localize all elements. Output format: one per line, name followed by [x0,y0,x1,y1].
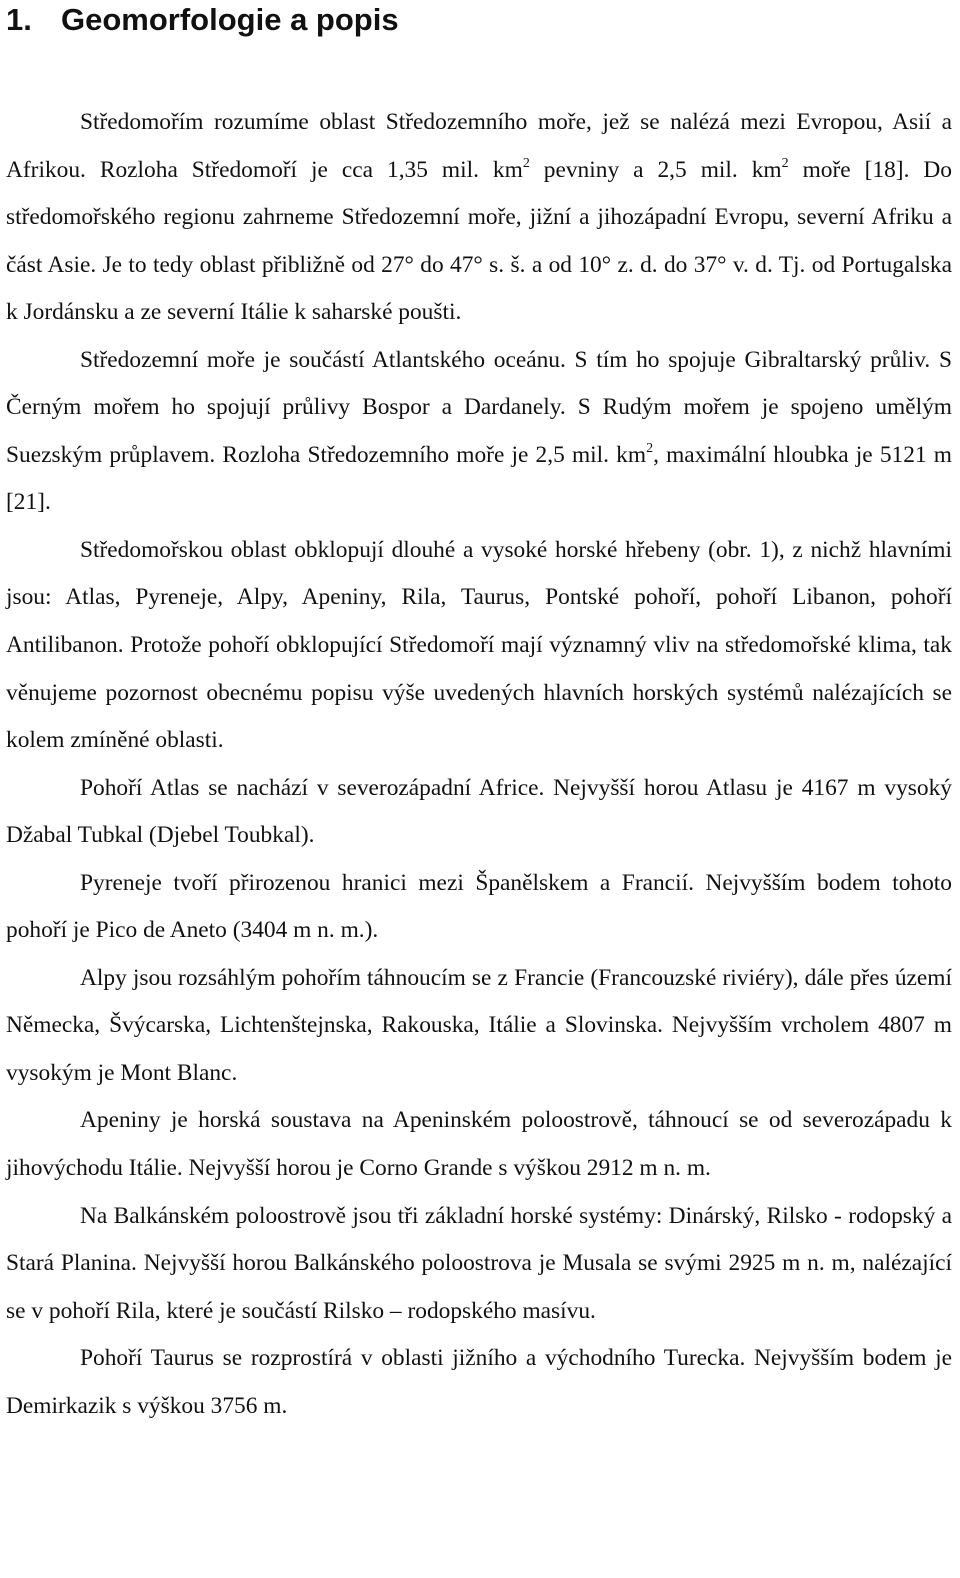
paragraph-atlas: Pohoří Atlas se nachází v severozápadní Africe. Nejvyšší horou Atlasu je 4167 m vysoký Džabal Tubkal (Djebel Toubkal). [6,774,952,849]
chapter-title: Geomorfologie a popis [61,2,399,37]
paragraph-text: Středozemní moře je součástí Atlantského oceánu. S tím ho spojuje Gibraltarský průliv. S Černým mořem ho spojují průlivy Bospor a Dardanely. S Rudým mořem je spojeno umělým Suezským průplavem. Rozloha Středozemního moře je 2,5 mil. km [6,346,952,468]
superscript: 2 [522,155,530,171]
paragraph-mediterranean-sea [6,337,952,527]
paragraph-text: , maximální hloubka je 5121 m [21]. [6,441,953,516]
superscript: 2 [646,440,654,456]
paragraph-text: moře [18]. Do středomořského regionu zahrneme Středozemní moře, jižní a jihozápadní Evropu, severní Afriku a část Asie. Je to tedy oblast přibližně od 27° do 47° s. š. a od 10° z. d. do 37° v. d. Tj. od Portugalska k Jordánsku a ze severní Itálie k saharské poušti. [6,156,952,326]
paragraph-text: pevniny a 2,5 mil. km [529,156,782,183]
paragraph-apennines: Apeniny je horská soustava na Apeninském poloostrově, táhnoucí se od severozápadu k jihovýchodu Itálie. Nejvyšší horou je Corno Grande s výškou 2912 m n. m. [6,1107,952,1182]
paragraph-alps: Alpy jsou rozsáhlým pohořím táhnoucím se z Francie (Francouzské riviéry), dále přes území Německa, Švýcarska, Lichtenštejnska, Rakouska, Itálie a Slovinska. Nejvyšším vrcholem 4807 m vysokým je Mont Blanc. [6,964,952,1086]
chapter-number: 1. [6,2,32,37]
paragraph-text: Středomořím rozumíme oblast Středozemního moře, jež se nalézá mezi Evropou, Asií a Afrikou. Rozloha Středomoří je cca 1,35 mil. km [6,109,952,183]
chapter-heading [6,0,952,41]
superscript: 2 [781,155,789,171]
paragraph-pyrenees: Pyreneje tvoří přirozenou hranici mezi Španělskem a Francií. Nejvyšším bodem tohoto pohoří je Pico de Aneto (3404 m n. m.). [6,869,952,944]
paragraph-mountain-ranges: Středomořskou oblast obklopují dlouhé a vysoké horské hřebeny (obr. 1), z nichž hlavními jsou: Atlas, Pyreneje, Alpy, Apeniny, Rila, Taurus, Pontské pohoří, pohoří Libanon, pohoří Antilibanon. Protože pohoří obklopující Středomoří mají významný vliv na středomořské klima, tak věnujeme pozornost obecnému popisu výše uvedených hlavních horských systémů nalézajících se kolem zmíněné oblasti. [6,536,952,754]
paragraph-taurus: Pohoří Taurus se rozprostírá v oblasti jižního a východního Turecka. Nejvyšším bodem je Demirkazik s výškou 3756 m. [6,1345,952,1419]
paragraph-mediterranean-region [6,99,952,337]
paragraph-balkan: Na Balkánském poloostrově jsou tři základní horské systémy: Dinárský, Rilsko - rodopský a Stará Planina. Nejvyšší horou Balkánského poloostrova je Musala se svými 2925 m n. m, nalézající se v pohoří Rila, které je součástí Rilsko – rodopského masívu. [6,1202,952,1324]
chapter-body [6,99,952,1430]
